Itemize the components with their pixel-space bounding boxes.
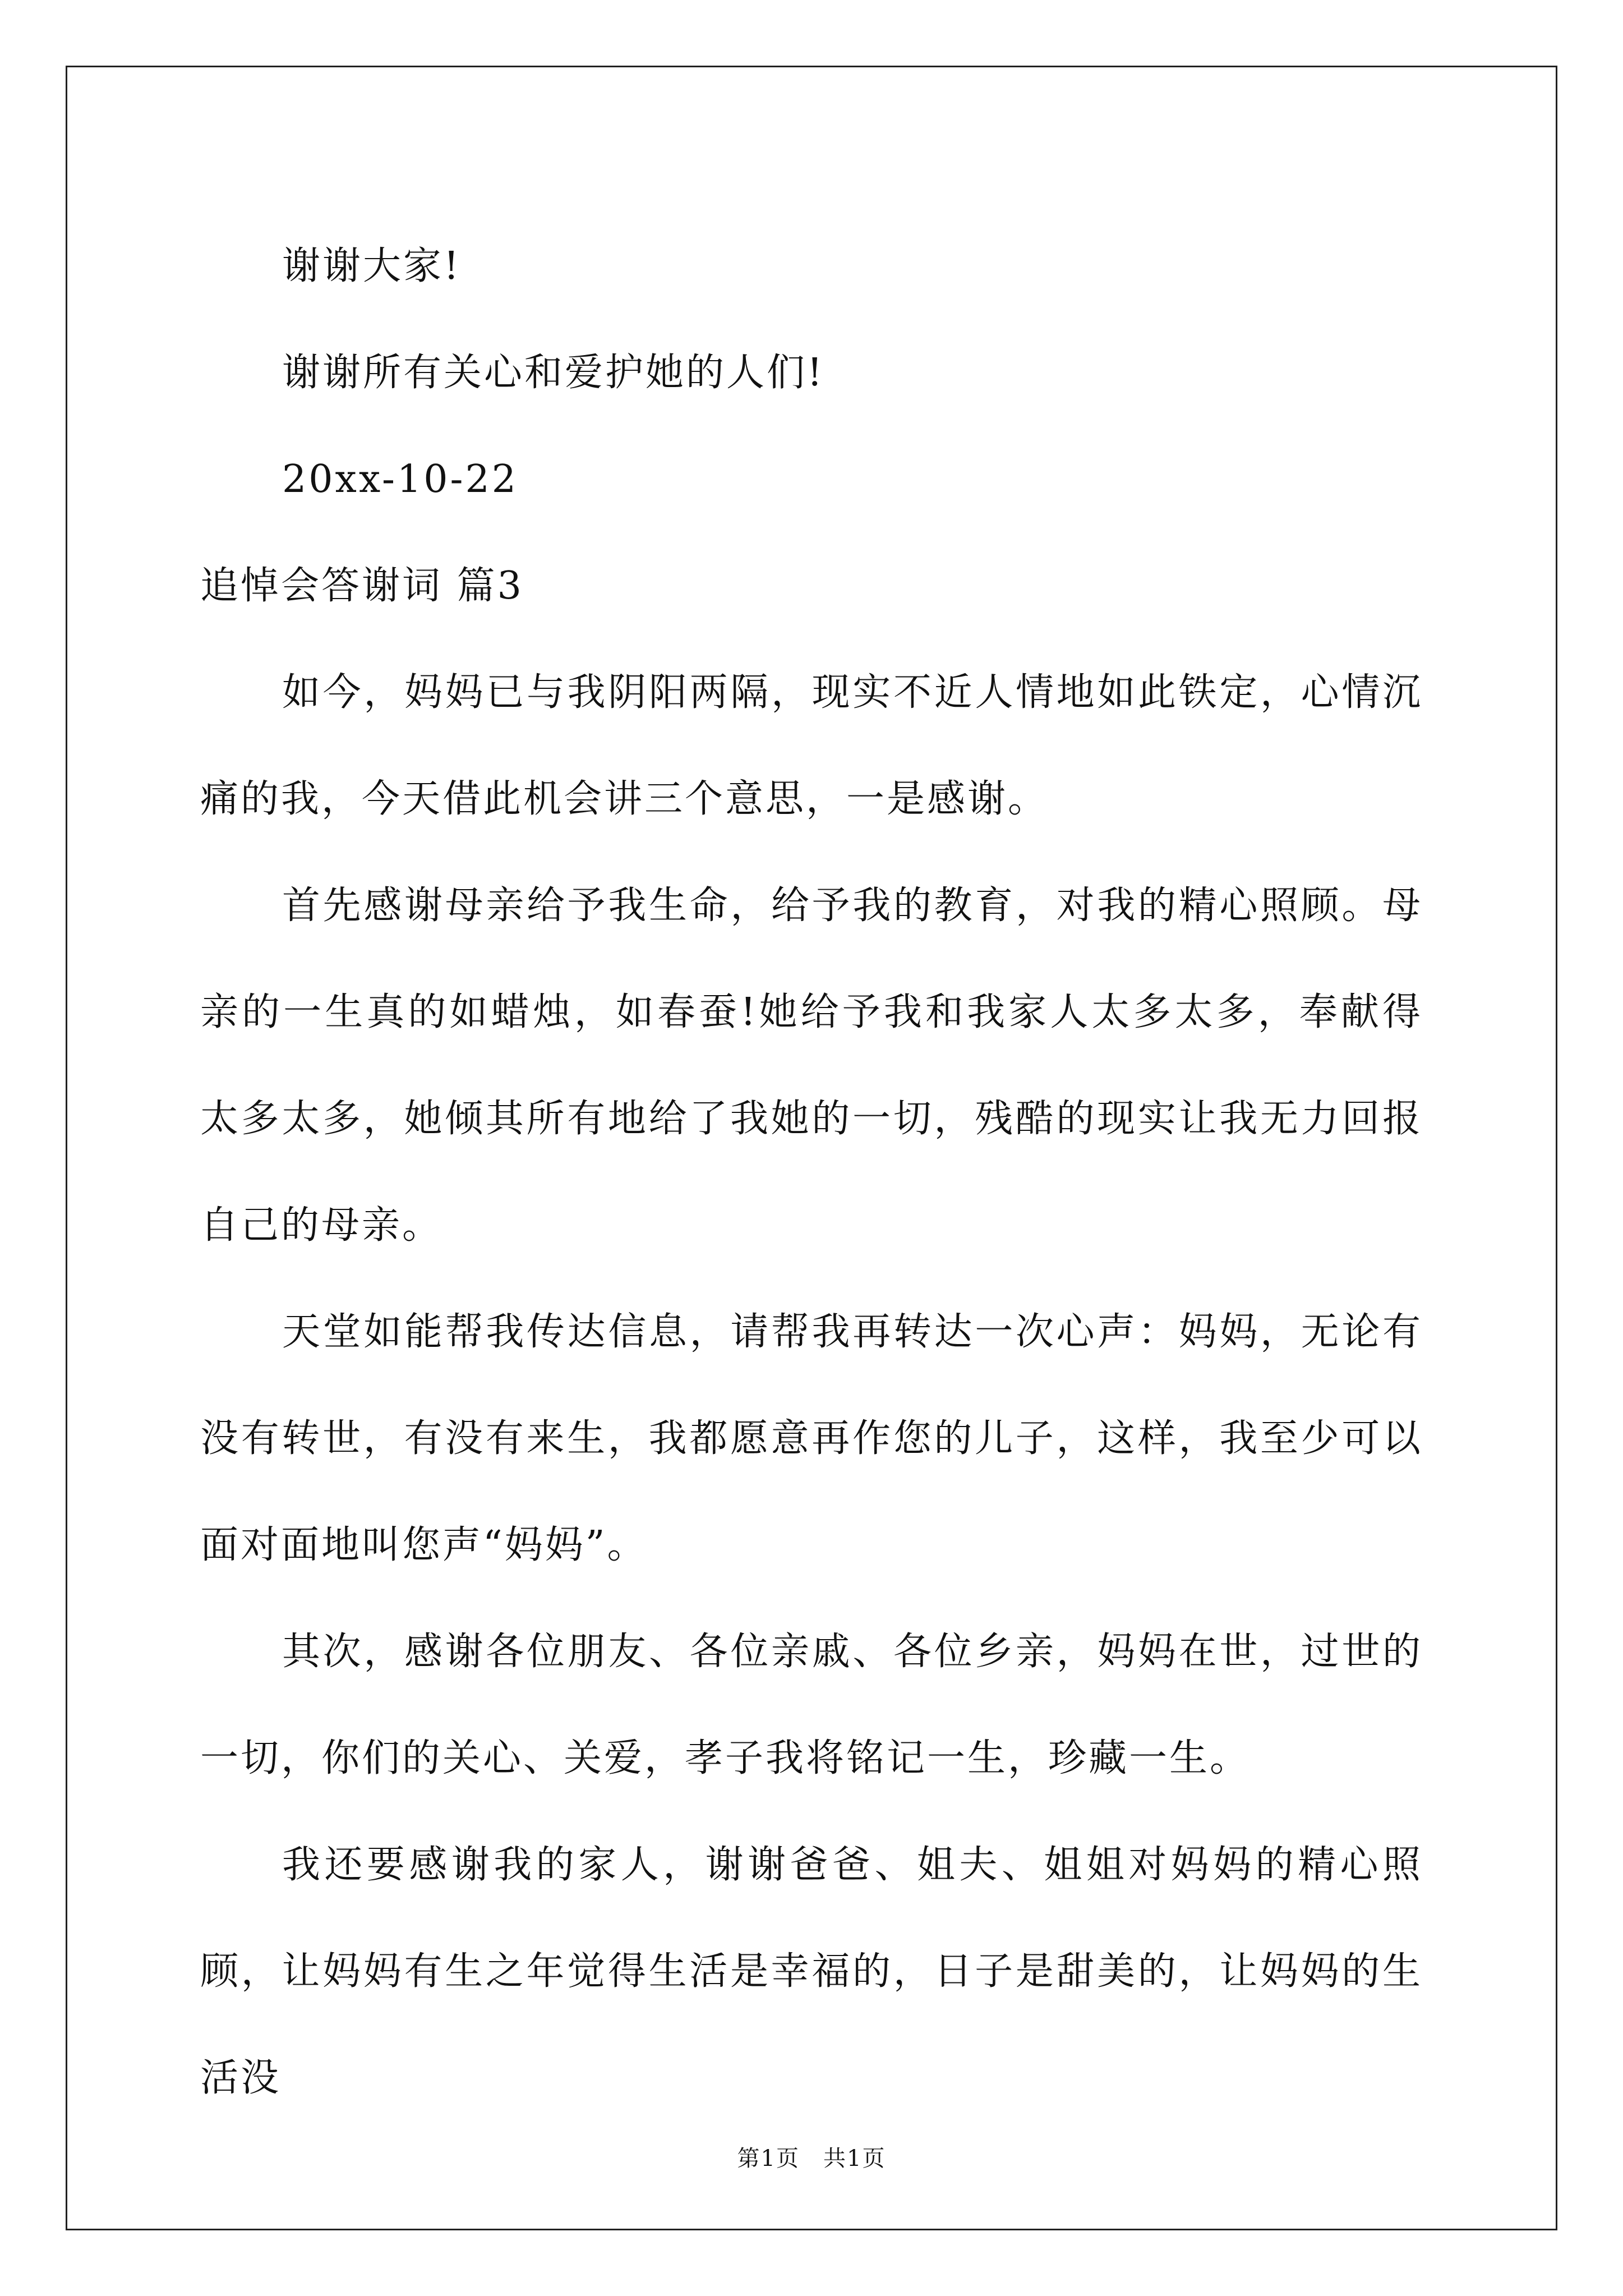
document-date: 20xx-10-22 [282, 457, 519, 501]
body-paragraph: 我还要感谢我的家人，谢谢爸爸、姐夫、姐姐对妈妈的精心照顾，让妈妈有生之年觉得生活是幸福的，日子是甜美的，让妈妈的生活没 [200, 1843, 1423, 2100]
body-paragraph: 如今，妈妈已与我阴阳两隔，现实不近人情地如此铁定，心情沉痛的我，今天借此机会讲三个意思，一是感谢。 [200, 670, 1423, 821]
body-paragraph: 其次，感谢各位朋友、各位亲戚、各位乡亲，妈妈在世，过世的一切，你们的关心、关爱，孝子我将铭记一生，珍藏一生。 [200, 1630, 1423, 1780]
thanks-to-caregivers: 谢谢所有关心和爱护她的人们! [282, 351, 825, 395]
closing-thanks: 谢谢大家! [282, 244, 462, 288]
body-paragraph: 首先感谢母亲给予我生命，给予我的教育，对我的精心照顾。母亲的一生真的如蜡烛，如春蚕!她给予我和我家人太多太多，奉献得太多太多，她倾其所有地给了我她的一切，残酷的现实让我无力回报自己的母亲。 [200, 884, 1423, 1248]
body-paragraph: 天堂如能帮我传达信息，请帮我再转达一次心声：妈妈，无论有没有转世，有没有来生，我都愿意再作您的儿子，这样，我至少可以面对面地叫您声“妈妈”。 [200, 1310, 1423, 1567]
section-title: 追悼会答谢词 篇3 [200, 564, 524, 608]
document-body [200, 213, 1423, 2132]
page-footer: 第1页 共1页 [737, 2146, 886, 2171]
